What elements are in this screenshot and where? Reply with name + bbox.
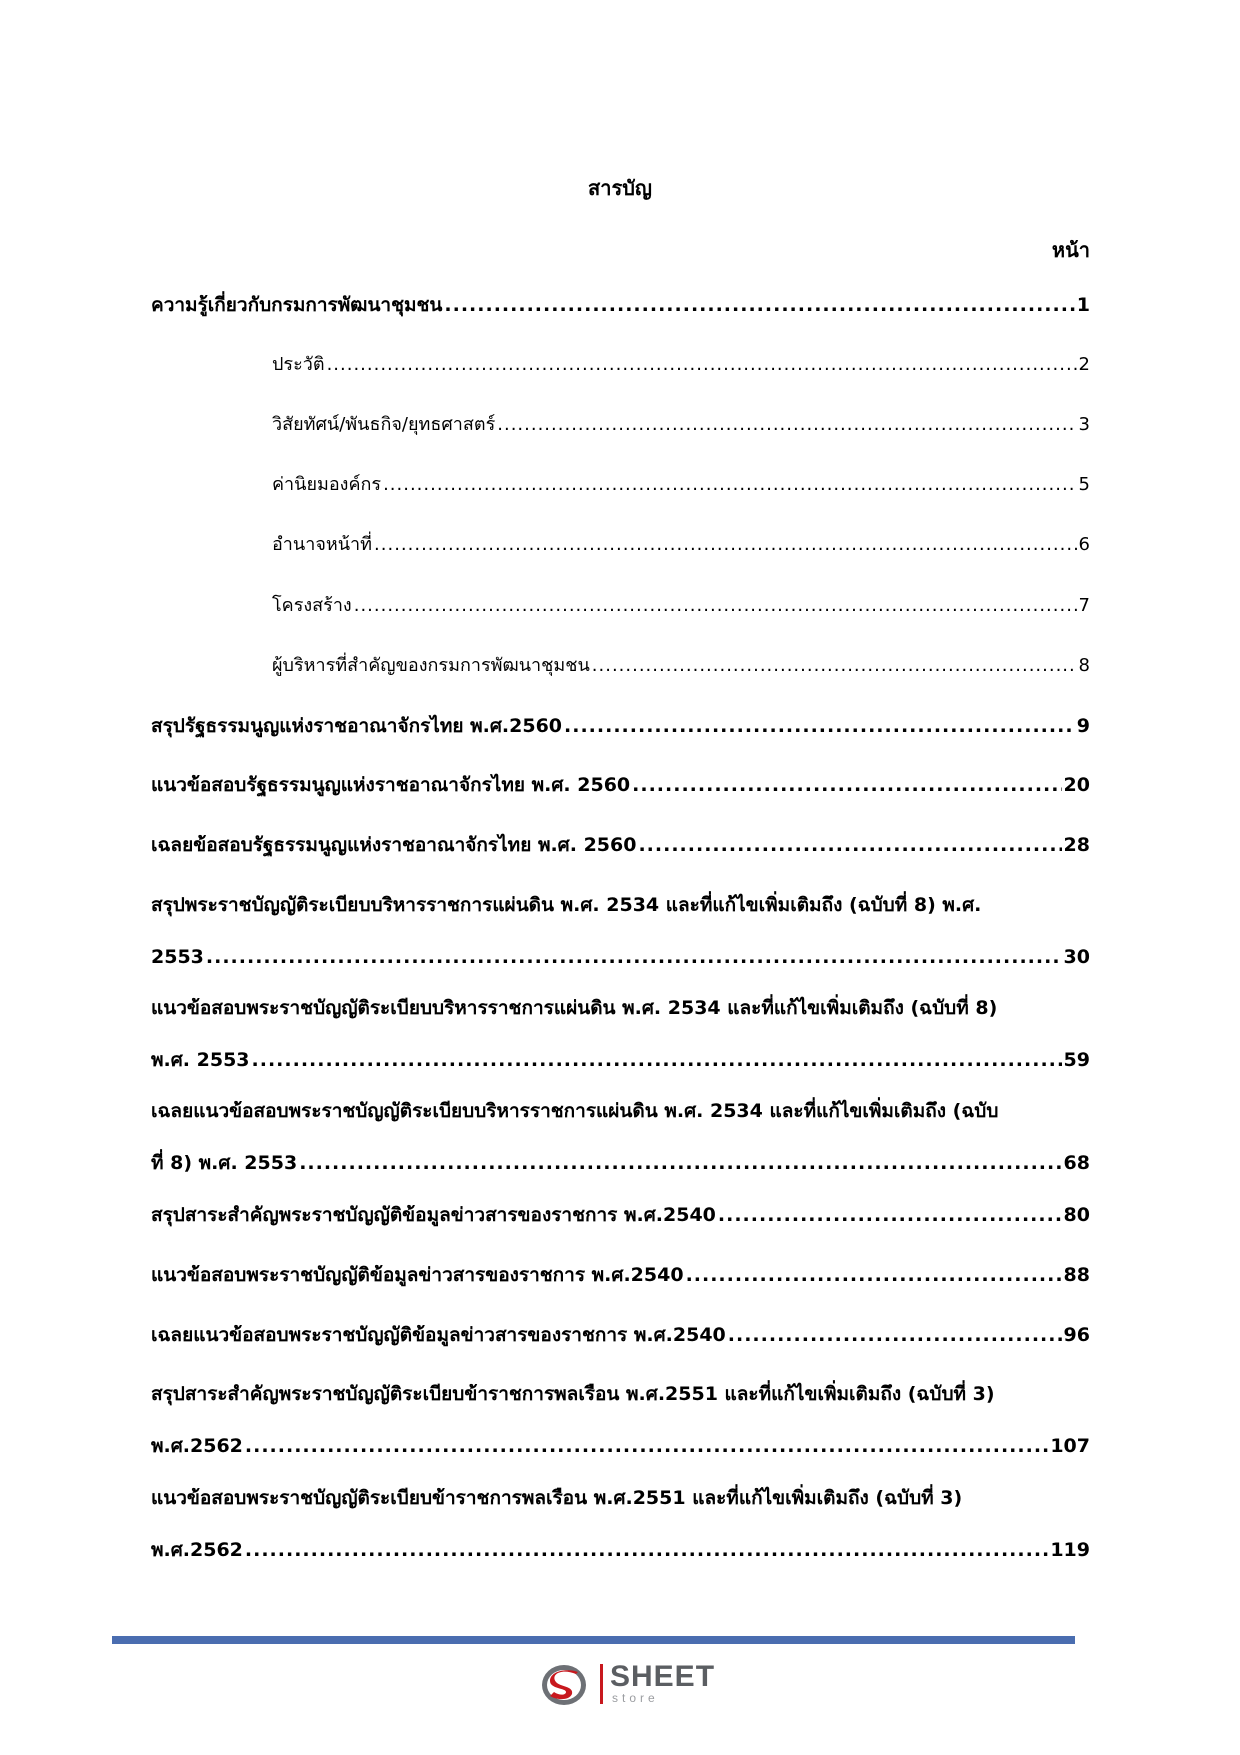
dot-leader xyxy=(354,591,1077,621)
dot-leader xyxy=(327,350,1077,380)
toc-page-number: 119 xyxy=(1050,1539,1090,1561)
toc-entry-title: พ.ศ.2562 xyxy=(151,1539,243,1561)
toc-entry-title: อำนาจหน้าที่ xyxy=(272,534,373,555)
toc-page-number: 68 xyxy=(1063,1152,1090,1174)
toc-entry[interactable] xyxy=(272,350,1090,380)
toc-entry[interactable] xyxy=(151,1379,1090,1461)
toc-entry-title: ความรู้เกี่ยวกับกรมการพัฒนาชุมชน xyxy=(151,294,443,316)
toc-page-number: 30 xyxy=(1063,946,1090,968)
toc-page-number: 3 xyxy=(1078,414,1090,435)
toc-entry[interactable] xyxy=(272,591,1090,621)
dot-leader xyxy=(592,651,1077,681)
dot-leader xyxy=(383,470,1076,500)
logo-brand-text: SHEET xyxy=(610,1660,716,1693)
dot-leader xyxy=(245,1535,1048,1565)
document-title: สารบัญ xyxy=(588,176,652,200)
toc-page-number: 59 xyxy=(1063,1049,1090,1071)
toc-entry[interactable] xyxy=(151,711,1090,741)
toc-entry-title-line1: แนวข้อสอบพระราชบัญญัติระเบียบบริหารราชการแผ่นดิน พ.ศ. 2534 และที่แก้ไขเพิ่มเติมถึง (ฉบับที่ 8) xyxy=(151,997,998,1019)
toc-entry-title: เฉลยข้อสอบรัฐธรรมนูญแห่งราชอาณาจักรไทย พ.ศ. 2560 xyxy=(151,834,637,856)
dot-leader xyxy=(245,1431,1048,1461)
dot-leader xyxy=(206,942,1062,972)
dot-leader xyxy=(632,770,1061,800)
toc-entry[interactable] xyxy=(272,530,1090,560)
toc-entry[interactable] xyxy=(272,470,1090,500)
toc-entry[interactable] xyxy=(272,410,1090,440)
toc-entry-title: สรุปรัฐธรรมนูญแห่งราชอาณาจักรไทย พ.ศ.2560 xyxy=(151,715,563,737)
toc-entry[interactable] xyxy=(151,1200,1090,1230)
toc-entry[interactable] xyxy=(151,1320,1090,1350)
toc-page-number: 88 xyxy=(1063,1264,1090,1286)
dot-leader xyxy=(718,1200,1062,1230)
dot-leader xyxy=(299,1148,1061,1178)
toc-page-number: 9 xyxy=(1076,715,1090,737)
page-column-label: หน้า xyxy=(1051,238,1090,262)
dot-leader xyxy=(638,830,1061,860)
dot-leader xyxy=(444,290,1074,320)
toc-entry[interactable] xyxy=(151,830,1090,860)
toc-page-number: 28 xyxy=(1063,834,1090,856)
toc-entry[interactable] xyxy=(272,651,1090,681)
toc-entry-title: แนวข้อสอบรัฐธรรมนูญแห่งราชอาณาจักรไทย พ.ศ. 2560 xyxy=(151,774,631,796)
toc-entry-title: 2553 xyxy=(151,946,204,968)
toc-page-number: 96 xyxy=(1063,1324,1090,1346)
logo-separator xyxy=(600,1664,603,1704)
toc-entry-title: พ.ศ.2562 xyxy=(151,1435,243,1457)
toc-entry-title-line1: เฉลยแนวข้อสอบพระราชบัญญัติระเบียบบริหารราชการแผ่นดิน พ.ศ. 2534 และที่แก้ไขเพิ่มเติมถึง (ฉบับ xyxy=(151,1100,999,1122)
dot-leader xyxy=(564,711,1075,741)
dot-leader xyxy=(497,410,1076,440)
toc-entry-title: แนวข้อสอบพระราชบัญญัติข้อมูลข่าวสารของราชการ พ.ศ.2540 xyxy=(151,1264,684,1286)
toc-page-number: 1 xyxy=(1076,294,1090,316)
toc-entry-title: โครงสร้าง xyxy=(272,595,352,616)
toc-entry-title: เฉลยแนวข้อสอบพระราชบัญญัติข้อมูลข่าวสารของราชการ พ.ศ.2540 xyxy=(151,1324,726,1346)
footer-divider xyxy=(112,1636,1075,1644)
toc-page-number: 2 xyxy=(1078,354,1090,375)
toc-page-number: 8 xyxy=(1078,655,1090,676)
toc-entry[interactable] xyxy=(151,1483,1090,1565)
s-logo-icon xyxy=(540,1662,594,1708)
toc-entry-title: ประวัติ xyxy=(272,354,325,375)
toc-page-number: 80 xyxy=(1063,1204,1090,1226)
toc-entry[interactable] xyxy=(151,890,1090,972)
sheet-store-logo xyxy=(540,1658,716,1712)
dot-leader xyxy=(686,1260,1062,1290)
toc-entry-title: วิสัยทัศน์/พันธกิจ/ยุทธศาสตร์ xyxy=(272,414,496,435)
toc-page-number: 7 xyxy=(1078,595,1090,616)
toc-entry[interactable] xyxy=(151,1260,1090,1290)
dot-leader xyxy=(374,530,1077,560)
logo-sub-text: store xyxy=(612,1691,659,1705)
toc-entry-title-line1: สรุปพระราชบัญญัติระเบียบบริหารราชการแผ่นดิน พ.ศ. 2534 และที่แก้ไขเพิ่มเติมถึง (ฉบับที่ 8) พ.ศ. xyxy=(151,894,982,916)
toc-entry[interactable] xyxy=(151,993,1090,1075)
toc-entry-title: สรุปสาระสำคัญพระราชบัญญัติข้อมูลข่าวสารของราชการ พ.ศ.2540 xyxy=(151,1204,716,1226)
toc-entry[interactable] xyxy=(151,770,1090,800)
toc-entry-title: พ.ศ. 2553 xyxy=(151,1049,250,1071)
toc-entry-title: ที่ 8) พ.ศ. 2553 xyxy=(151,1152,298,1174)
dot-leader xyxy=(252,1045,1062,1075)
toc-entry-title: ค่านิยมองค์กร xyxy=(272,474,382,495)
toc-page-number: 6 xyxy=(1078,534,1090,555)
dot-leader xyxy=(728,1320,1062,1350)
toc-entry-title-line1: สรุปสาระสำคัญพระราชบัญญัติระเบียบข้าราชการพลเรือน พ.ศ.2551 และที่แก้ไขเพิ่มเติมถึง (ฉบับที่ 3) xyxy=(151,1383,995,1405)
toc-page-number: 5 xyxy=(1078,474,1090,495)
toc-page-number: 20 xyxy=(1063,774,1090,796)
toc-entry[interactable] xyxy=(151,290,1090,320)
toc-entry[interactable] xyxy=(151,1096,1090,1178)
toc-entry-title: ผู้บริหารที่สำคัญของกรมการพัฒนาชุมชน xyxy=(272,655,590,676)
toc-entry-title-line1: แนวข้อสอบพระราชบัญญัติระเบียบข้าราชการพลเรือน พ.ศ.2551 และที่แก้ไขเพิ่มเติมถึง (ฉบับที่ 3) xyxy=(151,1487,963,1509)
toc-page-number: 107 xyxy=(1050,1435,1090,1457)
